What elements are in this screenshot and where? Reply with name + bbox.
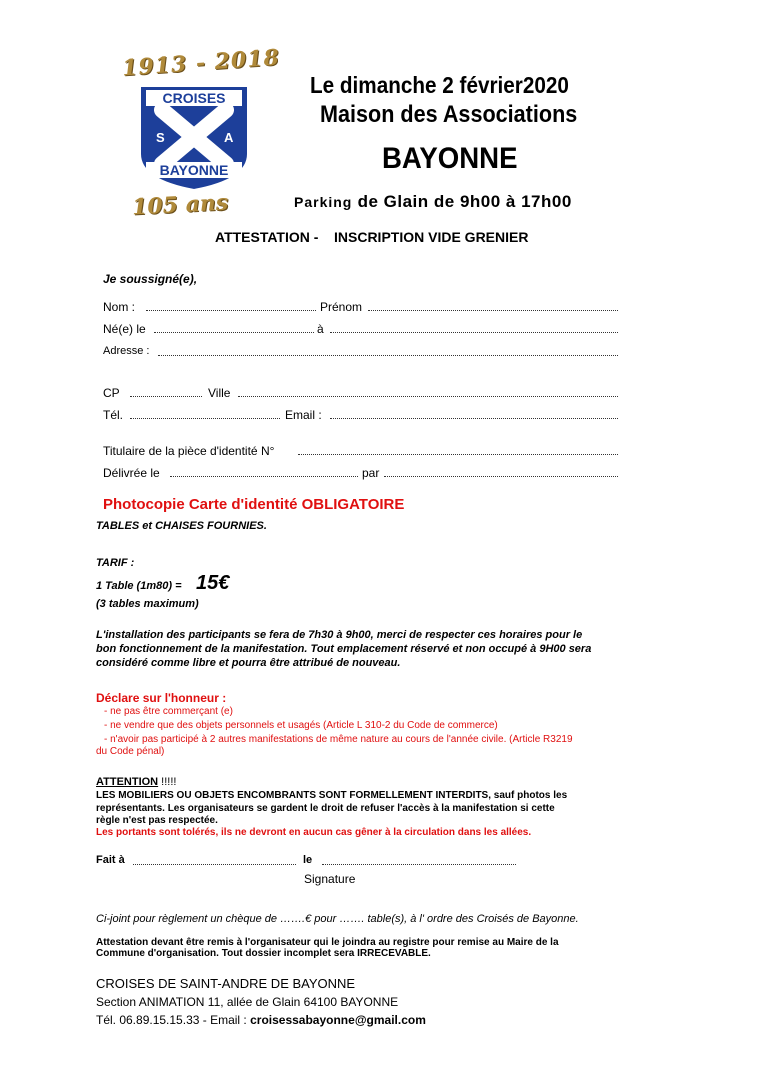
footer-contact: [96, 1013, 426, 1027]
signature-label: Signature: [304, 872, 356, 886]
lieu-field[interactable]: [330, 322, 618, 333]
cp-label: CP: [103, 386, 120, 400]
declare-item-2: - ne vendre que des objets personnels et usagés (Article L 310-2 du Code de commerce): [104, 720, 498, 731]
installation-line-2: bon fonctionnement de la manifestation. Tout emplacement réservé et non occupé à 9H00 sera: [96, 643, 592, 655]
tarif-table: 1 Table (1m80) =: [96, 580, 182, 592]
tel-field[interactable]: [130, 408, 280, 419]
par-field[interactable]: [384, 466, 618, 477]
attention-line-2: représentants. Les organisateurs se gardent le droit de refuser l'accès à la manifestation si cette: [96, 803, 555, 814]
delivree-date-field[interactable]: [170, 466, 358, 477]
installation-line-3: considéré comme libre et pourra être attribué de nouveau.: [96, 657, 401, 669]
footer-email-link[interactable]: croisessabayonne@gmail.com: [250, 1013, 426, 1027]
attention-line-1: LES MOBILIERS OU OBJETS ENCOMBRANTS SONT FORMELLEMENT INTERDITS, sauf photos les: [96, 790, 568, 801]
tarif-max: (3 tables maximum): [96, 598, 199, 610]
club-shield-logo: [138, 84, 250, 192]
email-field[interactable]: [330, 408, 618, 419]
naissance-date-field[interactable]: [154, 322, 314, 333]
event-date: Le dimanche 2 février2020: [310, 72, 569, 98]
attention-title: ATTENTION: [96, 776, 159, 788]
footer-org: CROISES DE SAINT-ANDRE DE BAYONNE: [96, 976, 356, 991]
doc-title-inscription: INSCRIPTION VIDE GRENIER: [334, 229, 529, 245]
logo-years: 1913 - 2018: [121, 44, 281, 82]
prenom-label: Prénom: [320, 300, 363, 314]
declare-title: Déclare sur l'honneur :: [96, 691, 227, 705]
footer-section: Section ANIMATION 11, allée de Glain 64100 BAYONNE: [96, 995, 399, 1009]
footer-tel: Tél. 06.89.15.15.33 - Email :: [96, 1013, 247, 1027]
nom-label: Nom :: [103, 300, 136, 314]
tables-fournies: TABLES et CHAISES FOURNIES.: [96, 520, 267, 532]
par-label: par: [362, 466, 380, 480]
logo-left-letter: S: [156, 130, 165, 145]
event-city: BAYONNE: [382, 142, 518, 175]
event-venue: Maison des Associations: [320, 101, 578, 128]
logo-top-text: CROISES: [162, 90, 226, 106]
tarif-price: 15€: [196, 572, 230, 594]
piece-identite-label: Titulaire de la pièce d'identité N°: [103, 444, 275, 458]
intro-text: Je soussigné(e),: [103, 272, 198, 286]
fait-le-field[interactable]: [322, 854, 516, 865]
doc-title-attestation: ATTESTATION -: [215, 229, 319, 245]
prenom-field[interactable]: [368, 300, 618, 311]
cheque-line: Ci-joint pour règlement un chèque de …….€ pour ……. table(s), à l' ordre des Croisés de Bayonne.: [96, 913, 579, 925]
attention-portants: Les portants sont tolérés, ils ne devront en aucun cas gêner à la circulation dans les allées.: [96, 827, 532, 838]
declare-item-1: - ne pas être commerçant (e): [104, 706, 233, 717]
attestation-note-1: Attestation devant être remis à l'organisateur qui le joindra au registre pour remise au Maire de la: [96, 937, 559, 948]
nom-field[interactable]: [146, 300, 316, 311]
declare-item-3-cont: du Code pénal): [96, 746, 165, 757]
attention-bangs: !!!!!: [158, 776, 177, 788]
naissance-label: Né(e) le: [103, 322, 146, 336]
lieu-label: à: [317, 322, 324, 336]
ville-label: Ville: [208, 386, 231, 400]
fait-a-field[interactable]: [133, 854, 296, 865]
fait-a-label: Fait à: [96, 854, 125, 866]
cp-field[interactable]: [130, 386, 202, 397]
tel-label: Tél.: [103, 408, 124, 422]
ville-field[interactable]: [238, 386, 618, 397]
parking-info: [294, 192, 572, 212]
attention-line-3: règle n'est pas respectée.: [96, 815, 218, 826]
photocopie-notice: Photocopie Carte d'identité OBLIGATOIRE: [103, 496, 405, 513]
logo-bottom-text: BAYONNE: [159, 162, 229, 178]
attestation-note-2: Commune d'organisation. Tout dossier incomplet sera IRRECEVABLE.: [96, 948, 431, 959]
email-label: Email :: [285, 408, 322, 422]
parking-hours: de Glain de 9h00 à 17h00: [357, 192, 572, 211]
logo-anniversary: 105 ans: [131, 189, 229, 221]
installation-line-1: L'installation des participants se fera de 7h30 à 9h00, merci de respecter ces horaires pour le: [96, 629, 583, 641]
logo-right-letter: A: [224, 130, 234, 145]
declare-item-3: - n'avoir pas participé à 2 autres manifestations de même nature au cours de l'année civile. (Article R3219: [104, 734, 573, 745]
piece-identite-field[interactable]: [298, 444, 618, 455]
parking-word: Parking: [294, 194, 353, 210]
adresse-field[interactable]: [158, 345, 618, 356]
document-title: [215, 229, 528, 245]
fait-le-label: le: [303, 854, 313, 866]
attention-heading: [96, 776, 176, 788]
tarif-label: TARIF :: [96, 557, 135, 569]
delivree-label: Délivrée le: [103, 466, 160, 480]
adresse-label: Adresse :: [103, 345, 150, 357]
